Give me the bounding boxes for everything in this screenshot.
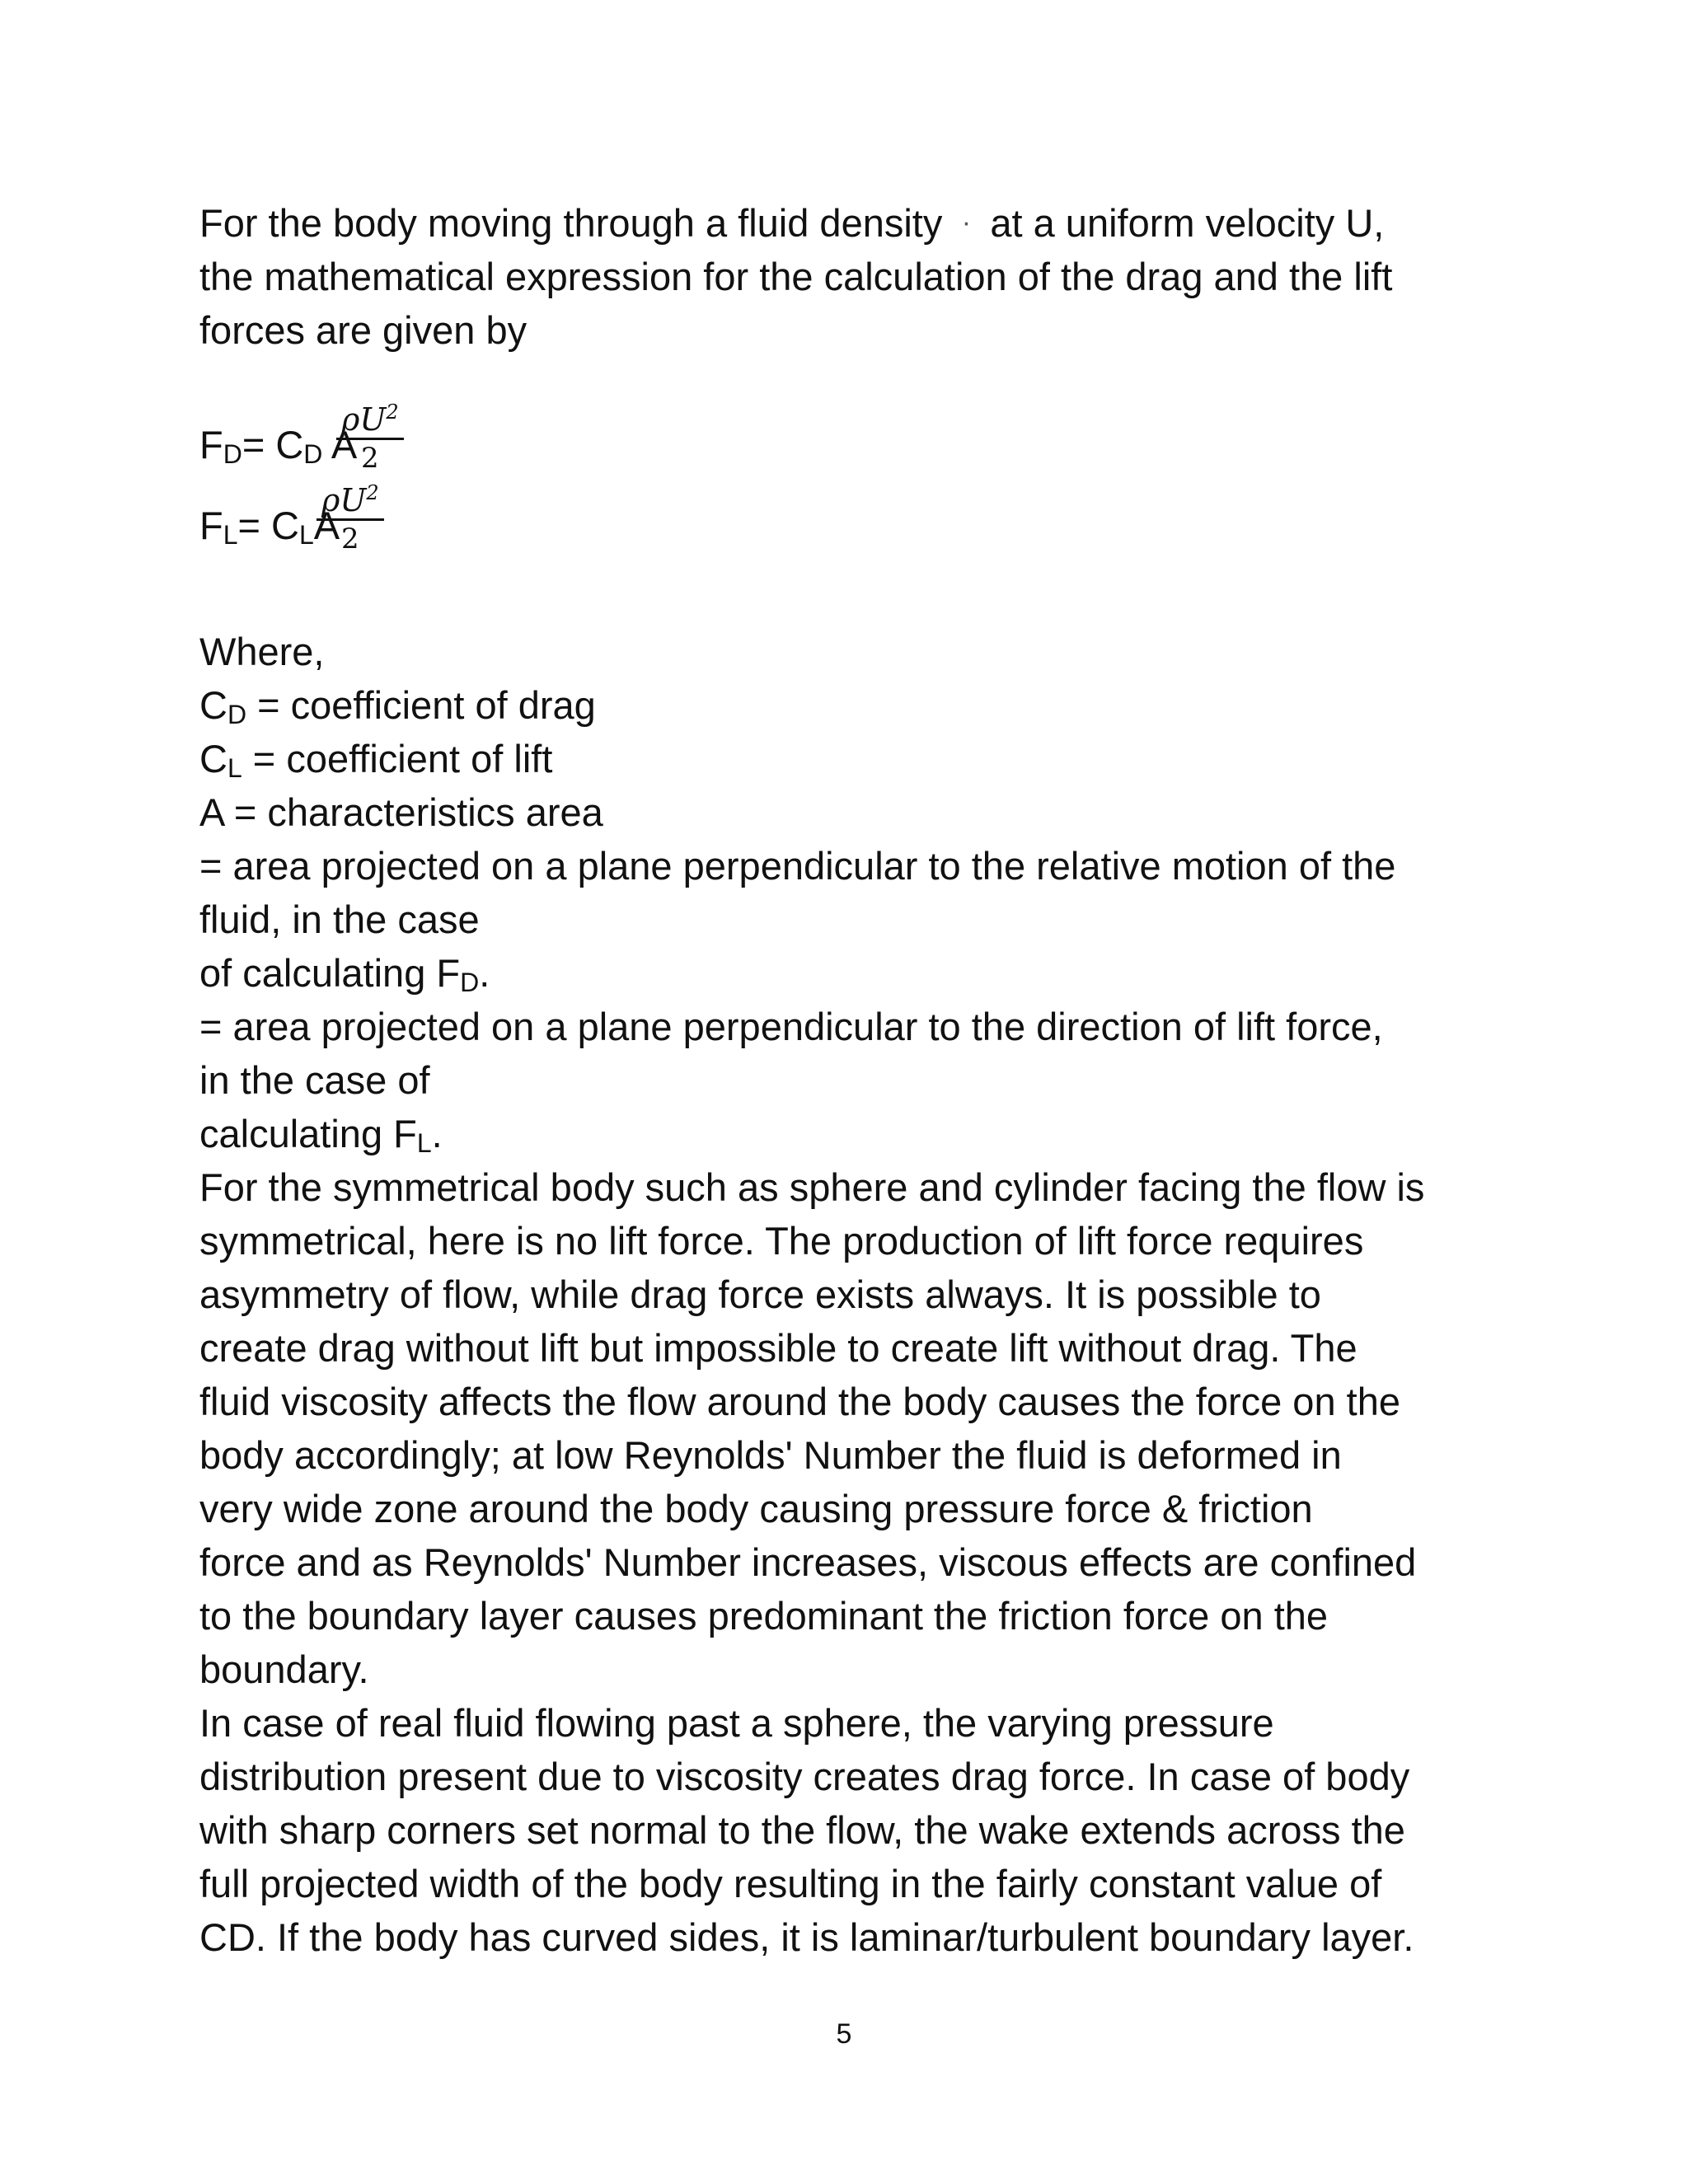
body-p2-line: with sharp corners set normal to the flow, the wake extends across the — [199, 1808, 1405, 1852]
drag-fraction — [336, 394, 404, 476]
page-number: 5 — [836, 2018, 852, 2050]
body-p1-line: fluid viscosity affects the flow around the body causes the force on the — [199, 1380, 1400, 1423]
area-drag-line-1: = area projected on a plane perpendicular to the relative motion of the — [199, 844, 1396, 888]
body-p1-line: boundary. — [199, 1647, 369, 1691]
lift-fraction-denominator: 2 — [341, 523, 359, 555]
area-lift-line-2: in the case of — [199, 1058, 430, 1102]
intro-line-2: the mathematical expression for the calculation of the drag and the lift — [199, 255, 1393, 298]
body-p1-line: body accordingly; at low Reynolds' Number the fluid is deformed in — [199, 1433, 1342, 1477]
lift-fraction-numerator: $\rho U^2$ — [316, 475, 384, 521]
body-p1-line: to the boundary layer causes predominant the friction force on the — [199, 1594, 1329, 1638]
body-p1-line: symmetrical, here is no lift force. The production of lift force requires — [199, 1219, 1364, 1263]
body-p2-line: In case of real fluid flowing past a sphere, the varying pressure — [199, 1701, 1274, 1745]
density-symbol: · — [961, 207, 972, 238]
area-lift-line-1: = area projected on a plane perpendicular to the direction of lift force, — [199, 1005, 1383, 1048]
lift-fraction — [316, 475, 384, 557]
intro-text-part2: at a uniform velocity U, — [990, 201, 1385, 245]
drag-fraction-denominator: 2 — [361, 442, 379, 475]
lift-formula: FL= CLA — [199, 504, 340, 550]
body-p1-line: create drag without lift but impossible to create lift without drag. The — [199, 1326, 1357, 1370]
body-p2-line: full projected width of the body resulting in the fairly constant value of — [199, 1862, 1382, 1905]
body-p1-line: very wide zone around the body causing pressure force & friction — [199, 1487, 1313, 1530]
body-p1-line: For the symmetrical body such as sphere and cylinder facing the flow is — [199, 1165, 1425, 1209]
area-drag-line-3: of calculating FD. — [199, 951, 490, 997]
intro-line-1 — [199, 196, 1502, 250]
body-p2-line: CD. If the body has curved sides, it is laminar/turbulent boundary layer. — [199, 1915, 1414, 1959]
drag-fraction-numerator: $\rho U^2$ — [336, 394, 404, 440]
definition-cd: CD = coefficient of drag — [199, 683, 596, 729]
where-label: Where, — [199, 630, 325, 673]
area-drag-line-2: fluid, in the case — [199, 898, 480, 941]
body-p1-line: force and as Reynolds' Number increases, viscous effects are confined — [199, 1540, 1417, 1584]
body-p1-line: asymmetry of flow, while drag force exists always. It is possible to — [199, 1272, 1321, 1316]
body-p2-line: distribution present due to viscosity creates drag force. In case of body — [199, 1755, 1410, 1798]
intro-text-part1: For the body moving through a fluid density — [199, 201, 943, 245]
intro-line-3: forces are given by — [199, 308, 528, 352]
definition-cl: CL = coefficient of lift — [199, 737, 553, 783]
definition-area: A = characteristics area — [199, 790, 603, 834]
drag-formula: FD= CD A — [199, 423, 358, 469]
area-lift-line-3: calculating FL. — [199, 1112, 443, 1158]
